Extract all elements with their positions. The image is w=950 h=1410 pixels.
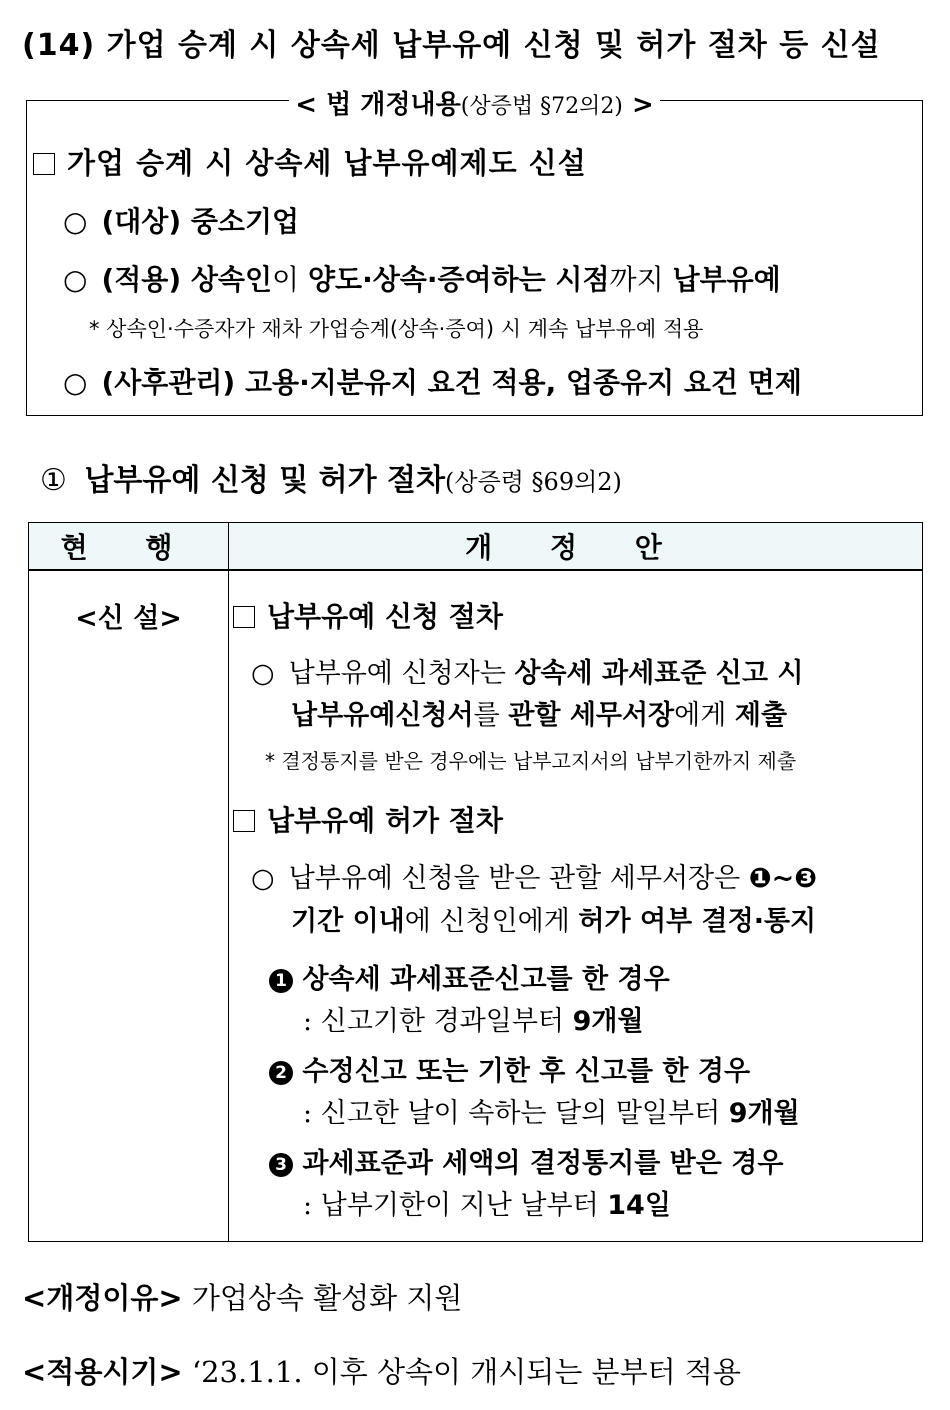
circle-bullet-icon: ○ [63,263,88,296]
current-value: <신 설> [75,603,182,634]
section-heading: ① 납부유예 신청 및 허가 절차(상증령 §69의2) [40,463,622,498]
block1-note: * 결정통지를 받은 경우에는 납부고지서의 납부기한까지 제출 [265,749,797,773]
page-title: (14) 가업 승계 시 상속세 납부유예 신청 및 허가 절차 등 신설 [22,28,881,63]
checkbox-square-icon [233,810,255,832]
number-badge-icon: 2 [269,1061,293,1085]
block2-line1: ○ 납부유예 신청을 받은 관할 세무서장은 ❶~❸ [251,863,818,894]
block1-line2: 납부유예신청서를 관할 세무서장에게 제출 [291,700,788,731]
column-header-revised: 개 정 안 [229,523,923,571]
case-3-title: 3 과세표준과 세액의 결정통지를 받은 경우 [269,1141,783,1180]
law-box-header-main: < 법 개정내용 [295,90,461,120]
column-header-current: 현 행 [29,523,229,571]
case-2-title: 2 수정신고 또는 기한 후 신고를 한 경우 [269,1049,750,1088]
block2-line2: 기간 이내에 신청인에게 허가 여부 결정·통지 [291,906,817,937]
block1-heading: 납부유예 신청 절차 [233,595,503,635]
law-box-header-ref: (상증법 §72의2) [460,94,623,119]
checkbox-square-icon [33,153,55,175]
checkbox-square-icon [233,606,255,628]
law-box-header [27,84,922,121]
law-revision-box [26,90,923,416]
revised-column-cell [229,570,923,1242]
circle-bullet-icon: ○ [63,366,88,399]
law-note: * 상속인·수증자가 재차 가업승계(상속·증여) 시 계속 납부유예 적용 [89,317,704,341]
circle-bullet-icon: ○ [63,205,88,238]
case-1-title: 1 상속세 과세표준신고를 한 경우 [269,957,670,996]
case-1-detail: : 신고기한 경과일부터 9개월 [303,1006,644,1037]
current-column-cell [29,570,229,1242]
block2-heading: 납부유예 허가 절차 [233,799,503,839]
circle-bullet-icon: ○ [251,658,275,689]
block1-line1: ○ 납부유예 신청자는 상속세 과세표준 신고 시 [251,658,804,689]
law-item-apply: ○ (적용) 상속인이 양도·상속·증여하는 시점까지 납부유예 [63,263,781,296]
law-box-header-end: > [622,90,654,120]
law-box-heading: 가업 승계 시 상속세 납부유예제도 신설 [33,141,587,182]
law-item-aftercare: ○ (사후관리) 고용·지분유지 요건 적용, 업종유지 요건 면제 [63,366,802,399]
comparison-table [28,522,923,1242]
number-badge-icon: 3 [269,1153,293,1177]
number-badge-icon: 1 [269,969,293,993]
law-item-target: ○ (대상) 중소기업 [63,205,300,238]
revision-reason: <개정이유> 가업상속 활성화 지원 [22,1281,463,1315]
case-2-detail: : 신고한 날이 속하는 달의 말일부터 9개월 [303,1098,800,1129]
circle-bullet-icon: ○ [251,863,275,894]
case-3-detail: : 납부기한이 지난 날부터 14일 [303,1190,671,1221]
effective-date: <적용시기> ‘23.1.1. 이후 상속이 개시되는 분부터 적용 [22,1355,741,1389]
